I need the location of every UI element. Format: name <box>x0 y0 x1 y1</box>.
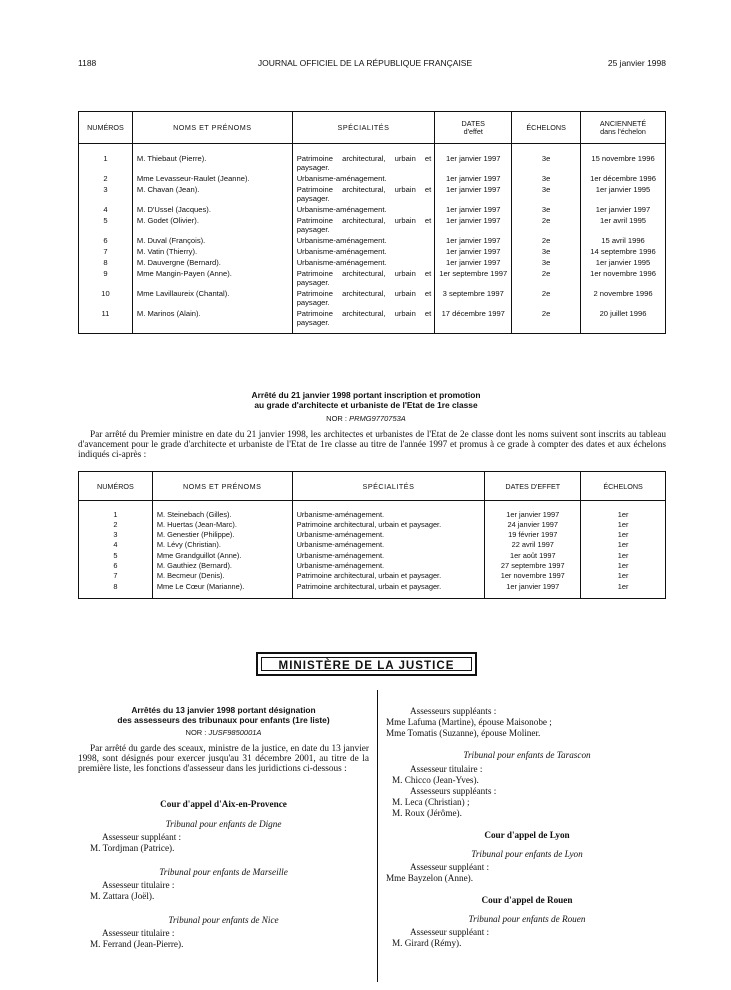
cell-specialite: Urbanisme-aménagement. <box>292 540 485 550</box>
cell-echelon: 1er <box>581 551 666 561</box>
nor-code: PRMG9770753A <box>349 414 406 423</box>
col-dates <box>435 112 512 144</box>
cell-name: Mme Levasseur-Raulet (Jeanne). <box>132 174 292 185</box>
cell-anciennete: 1er janvier 1997 <box>581 205 666 216</box>
cell-numero: 10 <box>79 289 133 309</box>
cell-echelon: 3e <box>512 258 581 269</box>
table-row <box>79 289 666 309</box>
cell-date: 27 septembre 1997 <box>485 561 581 571</box>
label-assesseur-titulaire-2: Assesseur titulaire : <box>102 928 175 938</box>
cell-name: M. D'Ussel (Jacques). <box>132 205 292 216</box>
tribunal-digne: Tribunal pour enfants de Digne <box>165 819 282 829</box>
col-specialites: SPÉCIALITÉS <box>292 112 435 144</box>
cell-numero: 2 <box>79 520 153 530</box>
person-lafuma: Mme Lafuma (Martine), épouse Maisonobe ; <box>386 717 552 727</box>
t2-col-numeros: NUMÉROS <box>79 472 153 501</box>
person-ferrand: M. Ferrand (Jean-Pierre). <box>90 939 184 949</box>
cell-date: 1er janvier 1997 <box>435 154 512 174</box>
cell-specialite: Urbanisme-aménagement. <box>292 236 435 247</box>
cell-anciennete: 1er décembre 1996 <box>581 174 666 185</box>
decree2-paragraph: Par arrêté du garde des sceaux, ministre de la justice, en date du 13 janvier 1998, sont désignés pour exercer jusqu'au 31 décembre 2001, au titre de la première liste, les fonctions d'assesseur dans les juridictions ci-dessous : <box>78 744 369 774</box>
col-echelons: ÉCHELONS <box>512 112 581 144</box>
table-row <box>79 236 666 247</box>
person-bayzelon: Mme Bayzelon (Anne). <box>386 873 473 883</box>
cell-numero: 4 <box>79 205 133 216</box>
table1-body <box>79 144 666 334</box>
cell-specialite: Patrimoine architectural, urbain et paysager. <box>292 582 485 592</box>
cell-specialite: Patrimoine architectural, urbain et paysager. <box>292 216 435 236</box>
issue-date: 25 janvier 1998 <box>607 58 666 68</box>
table-row <box>79 185 666 205</box>
cell-anciennete: 15 novembre 1996 <box>581 154 666 174</box>
cell-numero: 9 <box>79 269 133 289</box>
table-header-row <box>79 112 666 144</box>
col-anc-l1: ANCIENNETÉ <box>599 118 647 128</box>
cell-date: 17 décembre 1997 <box>435 309 512 329</box>
person-zattara: M. Zattara (Joël). <box>90 891 155 901</box>
cell-name: Mme Mangin-Payen (Anne). <box>132 269 292 289</box>
cell-anciennete: 1er novembre 1996 <box>581 269 666 289</box>
col-dates-l2: d'effet <box>463 126 483 136</box>
cell-specialite: Urbanisme-aménagement. <box>292 561 485 571</box>
cell-name: M. Dauvergne (Bernard). <box>132 258 292 269</box>
court-aix: Cour d'appel d'Aix-en-Provence <box>160 799 287 809</box>
table2-row <box>79 571 666 581</box>
label-assesseur-titulaire: Assesseur titulaire : <box>102 880 175 890</box>
decree1-nor <box>130 414 602 423</box>
label-assesseur-suppleant-lyon: Assesseur suppléant : <box>410 862 490 872</box>
cell-specialite: Urbanisme-aménagement. <box>292 510 485 520</box>
person-tomatis: Mme Tomatis (Suzanne), épouse Moliner. <box>386 728 541 738</box>
cell-numero: 2 <box>79 174 133 185</box>
label-assesseur-titulaire-r: Assesseur titulaire : <box>410 764 483 774</box>
cell-numero: 4 <box>79 540 153 550</box>
cell-numero: 3 <box>79 530 153 540</box>
ministry-title: MINISTÈRE DE LA JUSTICE <box>261 657 472 671</box>
table2-row <box>79 510 666 520</box>
cell-name: M. Gauthiez (Bernard). <box>152 561 292 571</box>
cell-name: M. Vatin (Thierry). <box>132 247 292 258</box>
table2-row <box>79 561 666 571</box>
cell-name: Mme Lavillaureix (Chantal). <box>132 289 292 309</box>
cell-echelon: 3e <box>512 205 581 216</box>
col-numeros: NUMÉROS <box>79 112 133 144</box>
cell-echelon: 2e <box>512 289 581 309</box>
cell-echelon: 3e <box>512 185 581 205</box>
cell-numero: 7 <box>79 571 153 581</box>
cell-numero: 11 <box>79 309 133 329</box>
cell-anciennete: 14 septembre 1996 <box>581 247 666 258</box>
cell-specialite: Urbanisme-aménagement. <box>292 530 485 540</box>
label-assesseurs-suppleants-2: Assesseurs suppléants : <box>410 786 497 796</box>
cell-specialite: Urbanisme-aménagement. <box>292 205 435 216</box>
nor2-label: NOR : <box>185 728 207 737</box>
court-lyon: Cour d'appel de Lyon <box>484 830 570 840</box>
t2-col-specialites: SPÉCIALITÉS <box>292 472 485 501</box>
cell-anciennete: 1er janvier 1995 <box>581 185 666 205</box>
cell-numero: 6 <box>79 561 153 571</box>
cell-specialite: Patrimoine architectural, urbain et paysager. <box>292 520 485 530</box>
table-row <box>79 154 666 174</box>
cell-numero: 7 <box>79 247 133 258</box>
cell-anciennete: 1er avril 1995 <box>581 216 666 236</box>
cell-name: M. Marinos (Alain). <box>132 309 292 329</box>
person-tordjman: M. Tordjman (Patrice). <box>90 843 175 853</box>
cell-date: 1er janvier 1997 <box>435 174 512 185</box>
decree2-nor <box>78 728 369 737</box>
nor2-code: JUSF9850001A <box>208 728 262 737</box>
cell-name: M. Chavan (Jean). <box>132 185 292 205</box>
promotion-table-2 <box>78 471 666 599</box>
label-assesseurs-suppleants: Assesseurs suppléants : <box>410 706 497 716</box>
cell-echelon: 3e <box>512 247 581 258</box>
table-row <box>79 205 666 216</box>
table2-body <box>79 501 666 599</box>
col-anc-l2: dans l'échelon <box>600 126 646 136</box>
cell-specialite: Patrimoine architectural, urbain et paysager. <box>292 269 435 289</box>
label-assesseur-suppleant: Assesseur suppléant : <box>102 832 182 842</box>
cell-anciennete: 1er janvier 1995 <box>581 258 666 269</box>
cell-numero: 1 <box>79 510 153 520</box>
cell-date: 1er janvier 1997 <box>435 236 512 247</box>
cell-date: 1er janvier 1997 <box>435 258 512 269</box>
cell-echelon: 2e <box>512 309 581 329</box>
table2-row <box>79 530 666 540</box>
cell-numero: 1 <box>79 154 133 174</box>
table-row <box>79 216 666 236</box>
cell-numero: 8 <box>79 258 133 269</box>
ministry-box <box>256 652 477 676</box>
person-girard: M. Girard (Rémy). <box>392 938 462 948</box>
cell-date: 1er janvier 1997 <box>435 216 512 236</box>
table-row <box>79 309 666 329</box>
t2-col-echelons: ÉCHELONS <box>581 472 666 501</box>
court-rouen: Cour d'appel de Rouen <box>481 895 573 905</box>
cell-name: M. Steinebach (Gilles). <box>152 510 292 520</box>
cell-name: M. Genestier (Philippe). <box>152 530 292 540</box>
cell-date: 1er janvier 1997 <box>485 582 581 592</box>
cell-numero: 5 <box>79 216 133 236</box>
cell-specialite: Patrimoine architectural, urbain et paysager. <box>292 185 435 205</box>
cell-echelon: 1er <box>581 561 666 571</box>
left-column <box>78 799 369 950</box>
cell-date: 1er novembre 1997 <box>485 571 581 581</box>
cell-date: 1er août 1997 <box>485 551 581 561</box>
cell-date: 19 février 1997 <box>485 530 581 540</box>
cell-specialite: Urbanisme-aménagement. <box>292 551 485 561</box>
tribunal-marseille: Tribunal pour enfants de Marseille <box>159 867 288 877</box>
cell-specialite: Patrimoine architectural, urbain et paysager. <box>292 154 435 174</box>
col-dates-l1: DATES <box>461 118 485 128</box>
label-assesseur-suppleant-rouen: Assesseur suppléant : <box>410 927 490 937</box>
cell-date: 22 avril 1997 <box>485 540 581 550</box>
cell-anciennete: 15 avril 1996 <box>581 236 666 247</box>
journal-title: JOURNAL OFFICIEL DE LA RÉPUBLIQUE FRANÇAISE <box>257 58 473 68</box>
cell-date: 1er septembre 1997 <box>435 269 512 289</box>
person-leca: M. Leca (Christian) ; <box>392 797 470 807</box>
cell-echelon: 3e <box>512 154 581 174</box>
cell-name: Mme Le Cœur (Marianne). <box>152 582 292 592</box>
cell-numero: 3 <box>79 185 133 205</box>
tribunal-nice: Tribunal pour enfants de Nice <box>168 915 279 925</box>
cell-name: M. Duval (François). <box>132 236 292 247</box>
table-row <box>79 247 666 258</box>
cell-specialite: Urbanisme-aménagement. <box>292 174 435 185</box>
column-divider <box>377 690 378 982</box>
cell-echelon: 3e <box>512 174 581 185</box>
table2-row <box>79 582 666 592</box>
nor-label: NOR : <box>326 414 348 423</box>
cell-date: 1er janvier 1997 <box>485 510 581 520</box>
tribunal-tarascon: Tribunal pour enfants de Tarascon <box>463 750 591 760</box>
cell-date: 24 janvier 1997 <box>485 520 581 530</box>
cell-echelon: 1er <box>581 530 666 540</box>
cell-date: 1er janvier 1997 <box>435 185 512 205</box>
col-noms: NOMS ET PRÉNOMS <box>132 112 292 144</box>
promotion-table-1 <box>78 111 666 334</box>
tribunal-rouen: Tribunal pour enfants de Rouen <box>468 914 586 924</box>
table2-row <box>79 520 666 530</box>
cell-name: M. Huertas (Jean-Marc). <box>152 520 292 530</box>
cell-specialite: Urbanisme-aménagement. <box>292 258 435 269</box>
cell-echelon: 1er <box>581 520 666 530</box>
table2-header-row <box>79 472 666 501</box>
tribunal-lyon: Tribunal pour enfants de Lyon <box>471 849 583 859</box>
cell-specialite: Patrimoine architectural, urbain et paysager. <box>292 571 485 581</box>
cell-date: 1er janvier 1997 <box>435 247 512 258</box>
cell-name: M. Becmeur (Denis). <box>152 571 292 581</box>
table-row <box>79 174 666 185</box>
col-anciennete <box>581 112 666 144</box>
cell-echelon: 1er <box>581 510 666 520</box>
t2-col-noms: NOMS ET PRÉNOMS <box>152 472 292 501</box>
cell-specialite: Patrimoine architectural, urbain et paysager. <box>292 289 435 309</box>
table-row <box>79 258 666 269</box>
cell-numero: 5 <box>79 551 153 561</box>
t2-col-dates: DATES D'EFFET <box>485 472 581 501</box>
decree1-title <box>130 391 602 410</box>
cell-name: M. Thiebaut (Pierre). <box>132 154 292 174</box>
cell-echelon: 2e <box>512 216 581 236</box>
cell-date: 3 septembre 1997 <box>435 289 512 309</box>
cell-numero: 8 <box>79 582 153 592</box>
cell-anciennete: 20 juillet 1996 <box>581 309 666 329</box>
cell-echelon: 2e <box>512 269 581 289</box>
decree1-title-line1: Arrêté du 21 janvier 1998 portant inscription et promotion <box>251 390 481 400</box>
decree2-title-line1: Arrêtés du 13 janvier 1998 portant désignation <box>131 705 316 715</box>
person-roux: M. Roux (Jérôme). <box>392 808 462 818</box>
cell-name: M. Godet (Olivier). <box>132 216 292 236</box>
decree1-title-line2: au grade d'architecte et urbaniste de l'Etat de 1re classe <box>254 399 478 410</box>
cell-echelon: 1er <box>581 582 666 592</box>
cell-echelon: 1er <box>581 540 666 550</box>
cell-date: 1er janvier 1997 <box>435 205 512 216</box>
page-number: 1188 <box>78 58 97 68</box>
cell-echelon: 2e <box>512 236 581 247</box>
cell-specialite: Patrimoine architectural, urbain et paysager. <box>292 309 435 329</box>
cell-anciennete: 2 novembre 1996 <box>581 289 666 309</box>
table2-row <box>79 540 666 550</box>
person-chicco: M. Chicco (Jean-Yves). <box>392 775 479 785</box>
right-column <box>386 706 668 949</box>
decree1-paragraph: Par arrêté du Premier ministre en date du 21 janvier 1998, les architectes et urbanistes de l'Etat de 2e classe dont les noms suivent sont inscrits au tableau d'avancement pour le grade d'architecte et urbaniste de l'Etat de 1re classe au titre de l'année 1997 et promus à ce grade à compter des dates et aux échelons indiqués ci-après : <box>78 430 666 460</box>
cell-name: Mme Grandguillot (Anne). <box>152 551 292 561</box>
decree2-title <box>78 706 369 725</box>
cell-name: M. Lévy (Christian). <box>152 540 292 550</box>
table2-row <box>79 551 666 561</box>
cell-specialite: Urbanisme-aménagement. <box>292 247 435 258</box>
cell-numero: 6 <box>79 236 133 247</box>
decree2-title-line2: des assesseurs des tribunaux pour enfants (1re liste) <box>117 714 330 725</box>
table-row <box>79 269 666 289</box>
cell-echelon: 1er <box>581 571 666 581</box>
